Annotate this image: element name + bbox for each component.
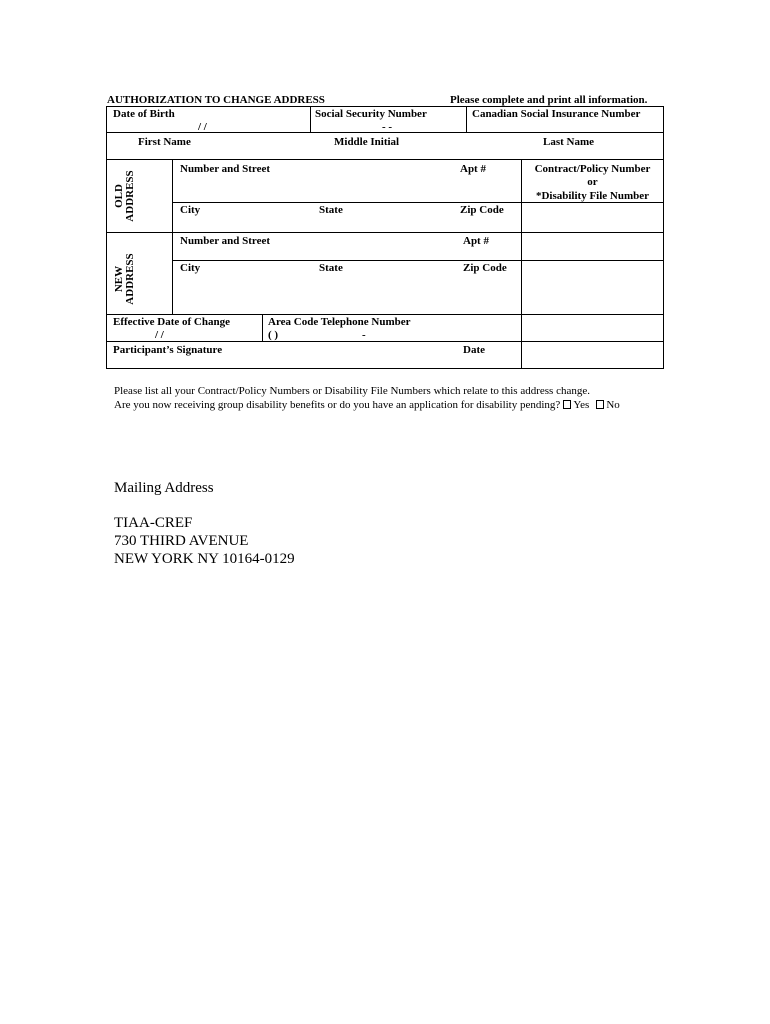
ssn-separators: - - <box>382 121 393 133</box>
first-name-field[interactable]: First Name <box>138 136 191 148</box>
mailing-address-line-2: 730 THIRD AVENUE <box>114 533 249 549</box>
new-address-side-label-1: NEW <box>113 265 125 293</box>
form-instruction: Please complete and print all information. <box>450 94 648 106</box>
signature-field[interactable]: Participant’s Signature <box>113 344 223 356</box>
last-name-field[interactable]: Last Name <box>543 136 595 148</box>
old-address-side-label <box>114 161 138 231</box>
mailing-address-line-3: NEW YORK NY 10164-0129 <box>114 551 295 567</box>
disability-question-text: Are you now receiving group disability benefits or do you have an application for disability pending? <box>114 399 561 411</box>
new-street-field[interactable]: Number and Street <box>180 235 271 247</box>
new-city-field[interactable]: City <box>180 262 201 274</box>
new-address-side-label <box>114 244 138 314</box>
disability-question <box>114 399 620 411</box>
telephone-field[interactable]: Area Code Telephone Number <box>268 316 411 328</box>
new-zip-field[interactable]: Zip Code <box>463 262 507 274</box>
mailing-address-heading: Mailing Address <box>114 480 214 496</box>
yes-label: Yes <box>573 399 590 411</box>
new-address-side-label-2: ADDRESS <box>124 253 136 305</box>
old-city-field[interactable]: City <box>180 204 201 216</box>
no-checkbox[interactable] <box>596 400 604 409</box>
contract-number-heading-1: Contract/Policy Number <box>534 163 651 175</box>
old-street-field[interactable]: Number and Street <box>180 163 271 175</box>
contract-number-heading-2: or <box>587 176 598 188</box>
no-label: No <box>606 399 620 411</box>
new-state-field[interactable]: State <box>319 262 343 274</box>
old-state-field[interactable]: State <box>319 204 343 216</box>
date-of-birth-field[interactable]: Date of Birth <box>113 108 175 120</box>
signature-date-field[interactable]: Date <box>463 344 485 356</box>
old-address-side-label-1: OLD <box>113 184 125 208</box>
old-address-side-label-2: ADDRESS <box>124 170 136 222</box>
telephone-separator: - <box>362 329 366 341</box>
date-of-birth-separators: / / <box>198 121 207 133</box>
contract-list-note: Please list all your Contract/Policy Numbers or Disability File Numbers which relate to this address change. <box>114 385 590 397</box>
form-title: AUTHORIZATION TO CHANGE ADDRESS <box>107 94 325 106</box>
effective-date-separators: / / <box>155 329 164 341</box>
new-apt-field[interactable]: Apt # <box>463 235 489 247</box>
yes-checkbox[interactable] <box>563 400 571 409</box>
middle-initial-field[interactable]: Middle Initial <box>334 136 400 148</box>
ssn-field[interactable]: Social Security Number <box>315 108 427 120</box>
contract-number-heading-3: *Disability File Number <box>535 190 650 202</box>
old-zip-field[interactable]: Zip Code <box>460 204 504 216</box>
effective-date-field[interactable]: Effective Date of Change <box>113 316 230 328</box>
canadian-sin-field[interactable]: Canadian Social Insurance Number <box>472 108 641 120</box>
mailing-address-line-1: TIAA-CREF <box>114 515 193 531</box>
old-apt-field[interactable]: Apt # <box>460 163 486 175</box>
area-code-parens: ( ) <box>268 329 279 341</box>
